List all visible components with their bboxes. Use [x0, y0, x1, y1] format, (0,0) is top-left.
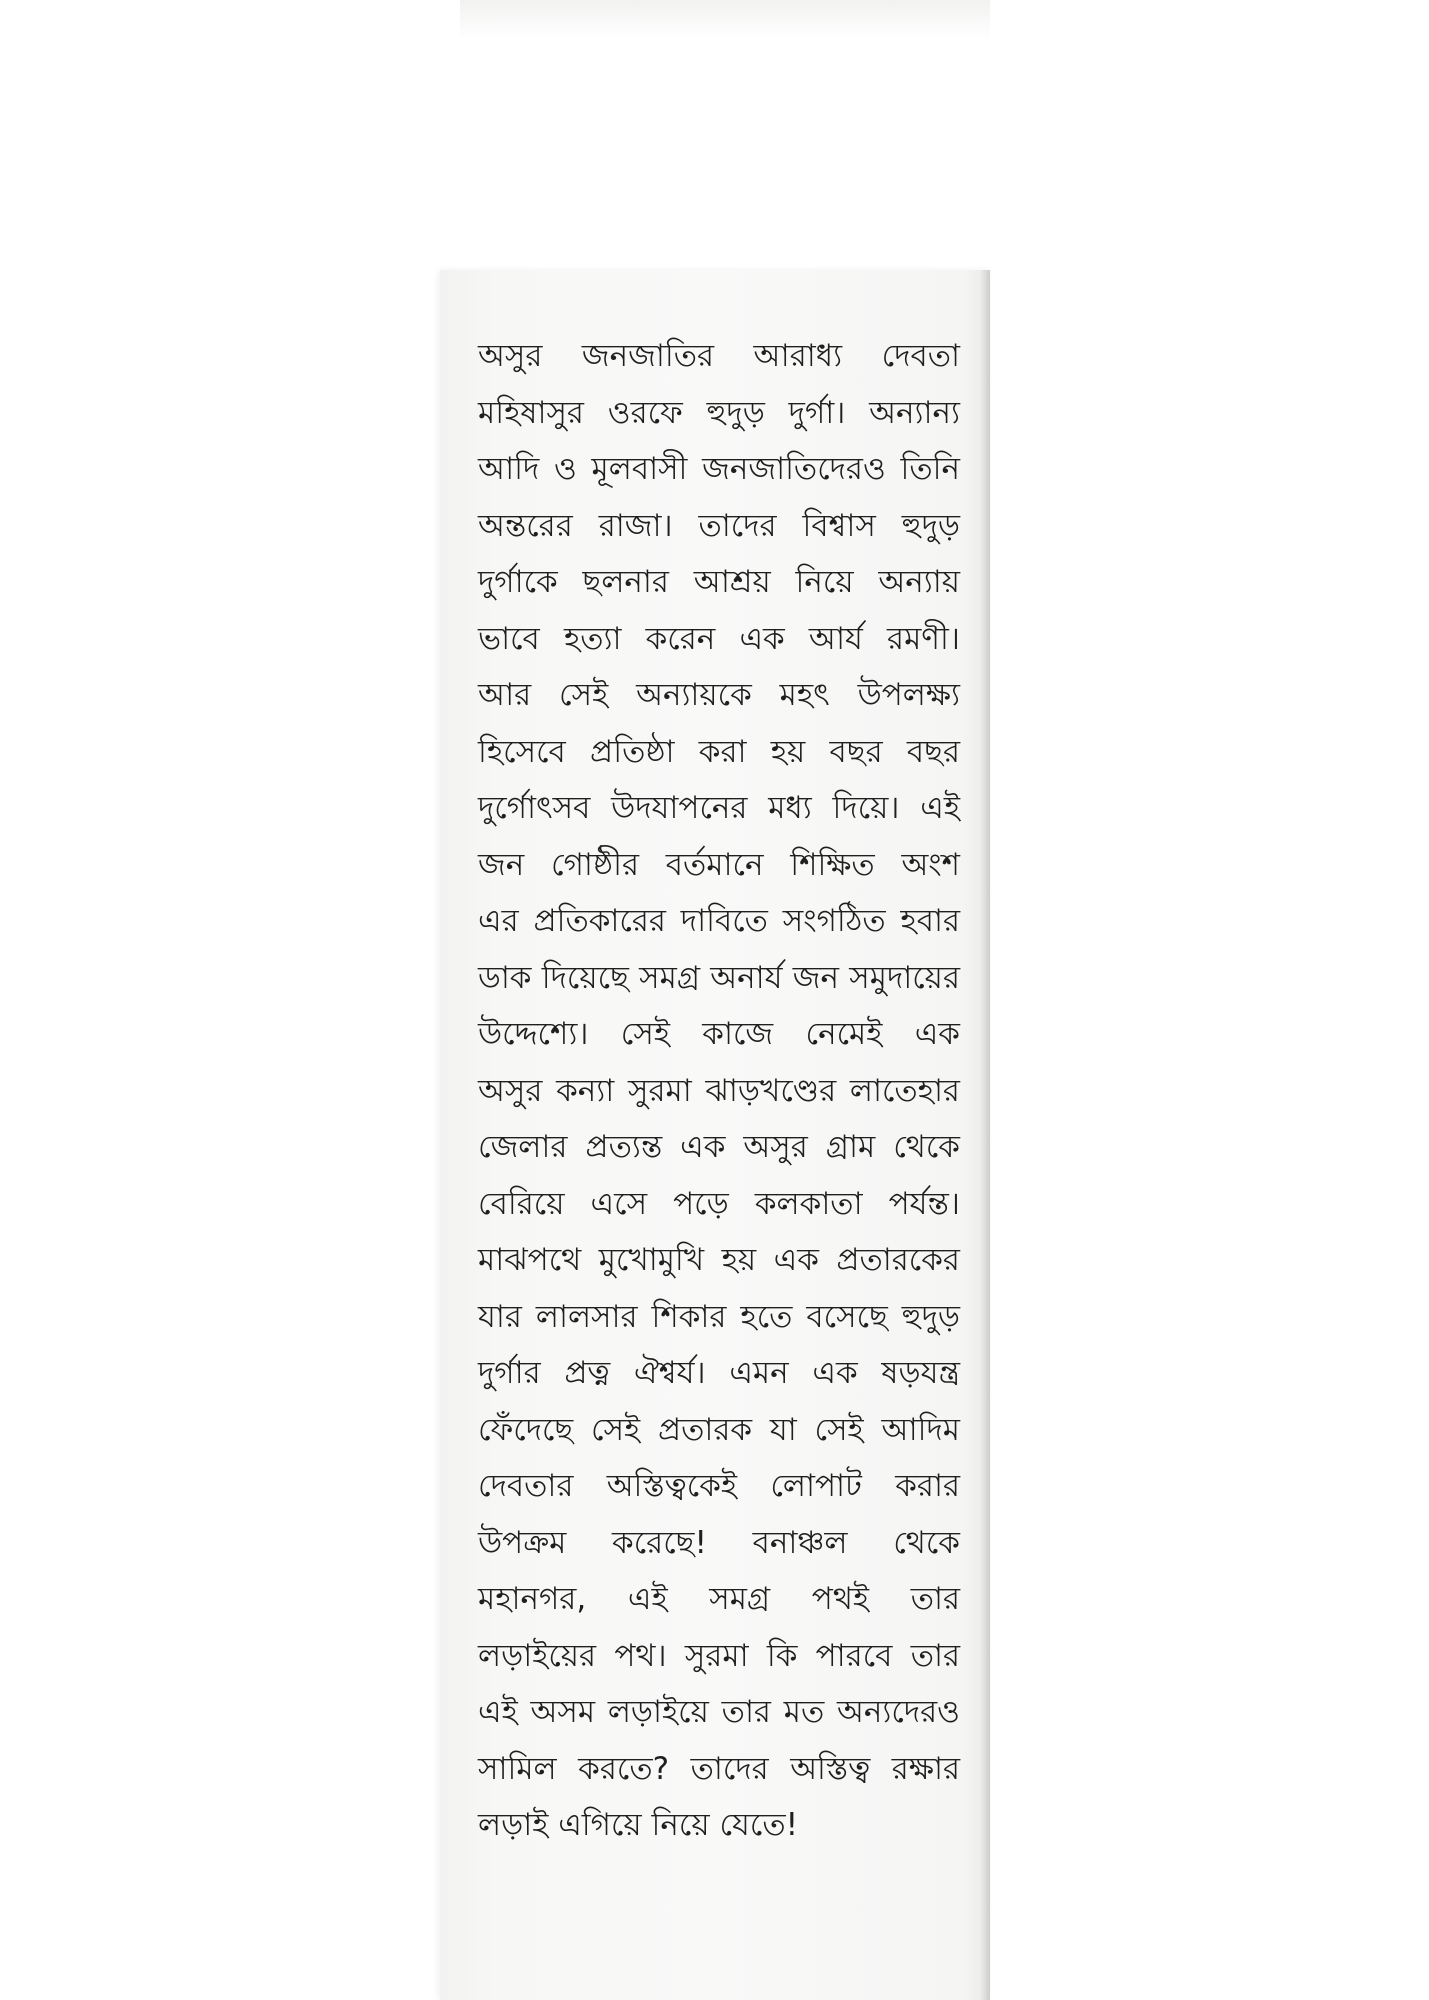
blurb-line: মহিষাসুর ওরফে হুদুড় দুর্গা। অন্যান্য: [478, 394, 960, 431]
blurb-line: অন্তরের রাজা। তাদের বিশ্বাস হুদুড়: [478, 507, 960, 544]
blurb-line: ভাবে হত্যা করেন এক আর্য রমণী।: [478, 620, 960, 657]
blurb-line: লড়াইয়ের পথ। সুরমা কি পারবে তার: [478, 1637, 960, 1674]
blurb-line: লড়াই এগিয়ে নিয়ে যেতে!: [478, 1807, 799, 1843]
blurb-line: এর প্রতিকারের দাবিতে সংগঠিত হবার: [478, 903, 960, 939]
blurb-line: উদ্দেশ্যে। সেই কাজে নেমেই এক: [478, 1016, 960, 1052]
blurb-line: অসুর জনজাতির আরাধ্য দেবতা: [478, 338, 960, 374]
blurb-line: সামিল করতে? তাদের অস্তিত্ব রক্ষার: [478, 1750, 960, 1787]
flap-edge-shadow: [980, 270, 990, 2000]
blurb-line: ডাক দিয়েছে সমগ্র অনার্য জন সমুদায়ের: [478, 959, 960, 996]
blurb-text: [478, 328, 960, 1854]
blurb-line: আর সেই অন্যায়কে মহৎ উপলক্ষ্য: [478, 677, 960, 713]
blurb-line: দুর্গোৎসব উদযাপনের মধ্য দিয়ে। এই: [478, 790, 960, 826]
blurb-line: দুর্গার প্রত্ন ঐশ্বর্য। এমন এক ষড়যন্ত্র: [478, 1355, 960, 1391]
blurb-line: বেরিয়ে এসে পড়ে কলকাতা পর্যন্ত।: [478, 1185, 960, 1222]
blurb-line: জেলার প্রত্যন্ত এক অসুর গ্রাম থেকে: [478, 1129, 960, 1165]
blurb-line: উপক্রম করেছে! বনাঞ্চল থেকে: [478, 1524, 960, 1561]
blurb-line: মহানগর, এই সমগ্র পথই তার: [478, 1581, 960, 1617]
blurb-line: দুর্গাকে ছলনার আশ্রয় নিয়ে অন্যায়: [478, 564, 960, 600]
top-shadow: [460, 0, 990, 40]
blurb-line: দেবতার অস্তিত্বকেই লোপাট করার: [478, 1468, 960, 1504]
blurb-line: ফেঁদেছে সেই প্রতারক যা সেই আদিম: [478, 1411, 960, 1448]
blurb-line: আদি ও মূলবাসী জনজাতিদেরও তিনি: [478, 451, 960, 487]
blurb-line: হিসেবে প্রতিষ্ঠা করা হয় বছর বছর: [478, 733, 960, 770]
blurb-line: অসুর কন্যা সুরমা ঝাড়খণ্ডের লাতেহার: [478, 1072, 960, 1109]
blurb-line: এই অসম লড়াইয়ে তার মত অন্যদেরও: [478, 1694, 960, 1730]
blurb-line: যার লালসার শিকার হতে বসেছে হুদুড়: [478, 1298, 960, 1335]
blurb-line: মাঝপথে মুখোমুখি হয় এক প্রতারকের: [478, 1242, 960, 1278]
blurb-line: জন গোষ্ঠীর বর্তমানে শিক্ষিত অংশ: [478, 846, 960, 883]
